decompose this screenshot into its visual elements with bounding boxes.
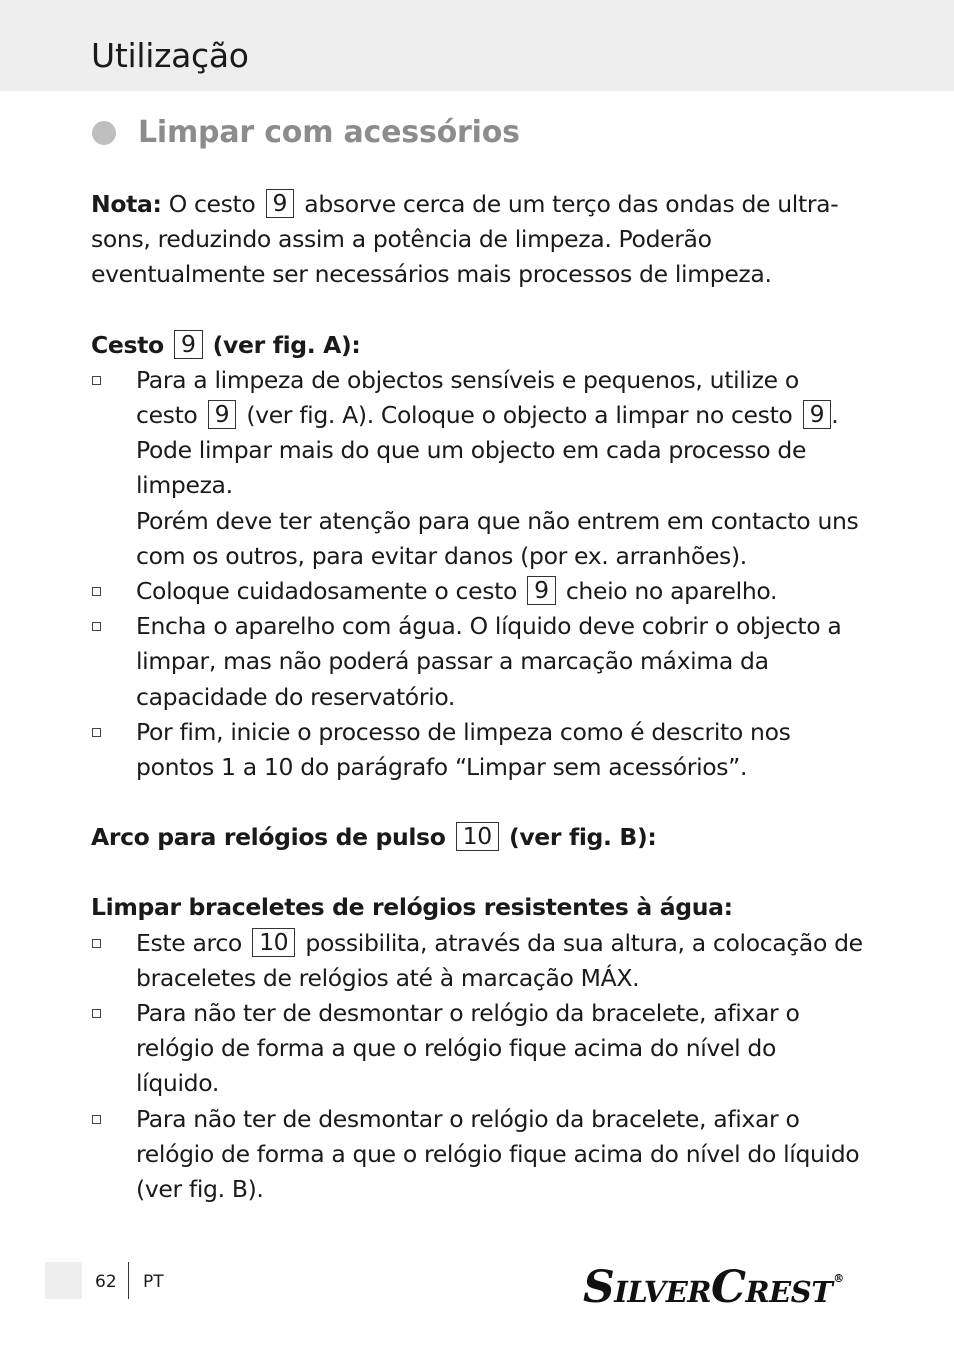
list-item-text: (ver fig. B).: [136, 1175, 264, 1204]
part-ref-9: 9: [527, 576, 556, 605]
checkbox-bullet-icon: [92, 1009, 101, 1018]
list-item: [91, 996, 866, 1102]
basket-heading-fig: (ver fig. A):: [212, 330, 361, 359]
list-item-text: cheio no aparelho.: [565, 577, 778, 606]
watch-heading-fig: (ver fig. B):: [508, 823, 657, 852]
section-bullet-icon: [92, 121, 116, 145]
list-item: [91, 1102, 866, 1208]
list-item-text: Para a limpeza de objectos sensíveis e pequenos, utilize o cesto: [136, 365, 799, 430]
language-code: PT: [143, 1272, 164, 1292]
main-content: [91, 187, 866, 1207]
checkbox-bullet-icon: [92, 376, 101, 385]
list-item: [91, 363, 866, 574]
list-item-text: Para não ter de desmontar o relógio da bracelete, afixar o relógio de forma a que o relógio fique acima do nível do líquido: [136, 1104, 860, 1168]
note-text-2: absorve cerca de um terço das ondas de ultra-sons, reduzindo assim a potência de limpeza. Poderão eventualmente ser necessários mais processos de limpeza.: [91, 190, 839, 289]
list-item: [91, 609, 866, 715]
list-item-text: Porém deve ter atenção para que não entrem em contacto uns com os outros, para evitar danos (por ex. arranhões).: [136, 506, 859, 570]
part-ref-9: 9: [208, 400, 237, 429]
section-title: Limpar com acessórios: [138, 115, 520, 150]
part-ref-9: 9: [266, 189, 295, 218]
list-item-text: Para não ter de desmontar o relógio da bracelete, afixar o relógio de forma a que o relógio fique acima do nível do líquido.: [136, 999, 800, 1098]
basket-heading: [91, 328, 866, 363]
list-item: [91, 574, 866, 609]
checkbox-bullet-icon: [92, 1115, 101, 1124]
silvercrest-logo: SILVERCREST®: [583, 1262, 844, 1313]
footer-box: [45, 1262, 82, 1299]
list-item-text: Coloque cuidadosamente o cesto: [136, 577, 517, 606]
list-item-text: . Pode limpar mais do que um objecto em cada processo de limpeza.: [136, 401, 839, 500]
checkbox-bullet-icon: [92, 622, 101, 631]
list-item: [91, 926, 866, 996]
note-paragraph: [91, 187, 866, 293]
basket-heading-label: Cesto: [91, 330, 164, 359]
note-text-1: O cesto: [168, 190, 256, 218]
checkbox-bullet-icon: [92, 728, 101, 737]
list-item-text: possibilita, através da sua altura, a colocação de braceletes de relógios até à marcação MÁX.: [136, 928, 863, 992]
page-number: 62: [95, 1272, 117, 1292]
checkbox-bullet-icon: [92, 939, 101, 948]
part-ref-10: 10: [456, 822, 499, 851]
part-ref-10: 10: [252, 928, 295, 957]
list-item-text: Encha o aparelho com água. O líquido deve cobrir o objecto a limpar, mas não poderá passar a marcação máxima da capacidade do reservatório.: [136, 612, 842, 711]
list-item: [91, 715, 866, 785]
watch-heading: [91, 820, 866, 855]
footer-divider: [128, 1262, 129, 1299]
list-item-text: Por fim, inicie o processo de limpeza como é descrito nos pontos 1 a 10 do parágrafo “Limpar sem acessórios”.: [136, 717, 791, 782]
page-title: Utilização: [91, 36, 249, 75]
note-label: Nota:: [91, 190, 162, 218]
list-item-text: Este arco: [136, 928, 242, 957]
checkbox-bullet-icon: [92, 587, 101, 596]
section-heading: [91, 112, 520, 154]
part-ref-9: 9: [803, 400, 832, 429]
watch-heading-label: Arco para relógios de pulso: [91, 823, 446, 852]
list-item-text: (ver fig. A). Coloque o objecto a limpar no cesto: [246, 401, 793, 430]
part-ref-9: 9: [174, 330, 203, 359]
watch-subheading: Limpar braceletes de relógios resistentes à água:: [91, 893, 733, 922]
